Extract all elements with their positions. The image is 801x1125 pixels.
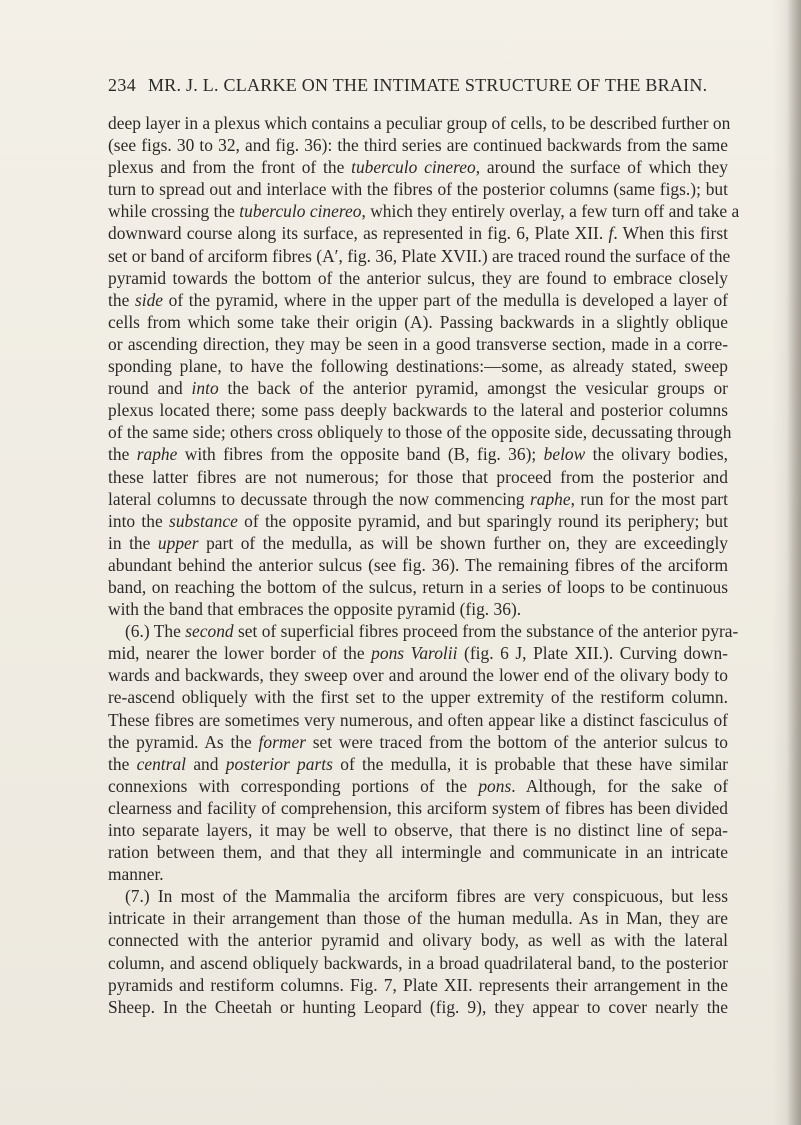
text-segment: set were traced from the bottom of the anterior sulcus to (306, 731, 729, 752)
text-segment: , run for the most part (570, 488, 728, 509)
text-segment: with the band that embraces the opposite pyramid (fig. 36). (108, 599, 522, 620)
italic-text: tuberculo cinereo (239, 201, 362, 222)
text-line (108, 421, 732, 443)
text-segment: sponding plane, to have the following destinations:—some, as already stated, sweep (108, 356, 728, 377)
text-line (108, 267, 728, 289)
text-line (108, 178, 728, 200)
text-segment: downward course along its surface, as represented in fig. 6, Plate XII. (108, 223, 609, 244)
text-segment: (see figs. 30 to 32, and fig. 36): the third series are continued backwards from the same (108, 135, 728, 156)
italic-text: below (543, 444, 586, 465)
text-line (108, 797, 728, 819)
text-line (108, 443, 728, 465)
text-line (108, 929, 728, 951)
italic-text: tuberculo cinereo (351, 157, 476, 178)
text-segment: column, and ascend obliquely backwards, in a broad quadrilateral band, to the posterior (108, 952, 728, 973)
text-segment: , around the surface of which they (475, 157, 728, 178)
text-segment: with fibres from the opposite band (B, fig. 36); (177, 444, 544, 465)
italic-text: former (258, 731, 306, 752)
italic-text: second (185, 621, 234, 642)
text-segment: (6.) The (125, 621, 186, 642)
text-segment: part of the medulla, as will be shown further on, they are exceedingly (198, 532, 729, 553)
text-segment: into the (108, 510, 170, 531)
text-segment: manner. (108, 864, 164, 885)
text-line (108, 753, 728, 775)
page-number: 234 (108, 75, 137, 95)
text-segment: cells from which some take their origin (A). Passing backwards in a slightly oblique (108, 311, 728, 332)
text-segment: the back of the anterior pyramid, amongst the vesicular groups or (218, 378, 728, 399)
italic-text: upper (157, 532, 199, 553)
text-line (108, 620, 739, 642)
italic-text: substance (169, 510, 238, 531)
text-segment: or ascending direction, they may be seen in a good transverse section, made in a corre- (108, 333, 728, 354)
text-line (108, 731, 728, 753)
text-line (108, 841, 728, 863)
italic-text: side (134, 289, 164, 310)
italic-text: posterior parts (225, 753, 333, 774)
text-segment: connected with the anterior pyramid and olivary body, as well as with the lateral (108, 930, 728, 951)
text-line (108, 576, 728, 598)
text-line (108, 996, 728, 1018)
text-line (108, 863, 728, 885)
text-line (108, 554, 728, 576)
text-segment: These fibres are sometimes very numerous, and often appear like a distinct fasciculus of (108, 709, 728, 730)
italic-text: central (136, 753, 187, 774)
article-text (108, 112, 740, 1018)
text-line (108, 664, 728, 686)
text-line (108, 333, 728, 355)
italic-text: raphe (529, 488, 571, 509)
text-segment: (7.) In most of the Mammalia the arciform fibres are very conspicuous, but less (125, 886, 728, 907)
text-segment: the pyramid. As the (108, 731, 259, 752)
text-segment: . When this first (613, 223, 728, 244)
italic-text: into (191, 378, 219, 399)
text-line (108, 598, 728, 620)
text-line (108, 222, 728, 244)
italic-text: pons (478, 775, 512, 796)
text-segment: of the pyramid, where in the upper part of the medulla is developed a layer of (163, 289, 728, 310)
text-segment: in the (108, 532, 158, 553)
text-segment: these latter fibres are not numerous; for those that proceed from the posterior and (108, 466, 728, 487)
text-line (108, 686, 728, 708)
text-segment: plexus located there; some pass deeply backwards to the lateral and posterior columns (108, 400, 728, 421)
text-segment: the (108, 289, 135, 310)
text-segment: of the medulla, it is probable that these have similar (332, 753, 728, 774)
text-segment: the (108, 753, 137, 774)
italic-text: raphe (136, 444, 178, 465)
text-segment: turn to spread out and interlace with the fibres of the posterior columns (same figs.); but (108, 179, 728, 200)
text-segment: set of superficial fibres proceed from the substance of the anterior pyra- (233, 621, 739, 642)
text-segment: wards and backwards, they sweep over and around the lower end of the olivary body to (108, 665, 728, 686)
text-segment: set or band of arciform fibres (A′, fig. 36, Plate XVII.) are traced round the surface of the (108, 245, 731, 266)
text-segment: plexus and from the front of the (108, 157, 352, 178)
text-line (108, 112, 731, 134)
text-segment: abundant behind the anterior sulcus (see fig. 36). The remaining fibres of the arciform (108, 554, 728, 575)
text-segment: connexions with corresponding portions of the (108, 775, 479, 796)
text-line (108, 311, 728, 333)
text-segment: the (108, 444, 137, 465)
text-line (108, 200, 740, 222)
text-segment: mid, nearer the lower border of the (108, 643, 372, 664)
text-segment: . Although, for the sake of (511, 775, 728, 796)
text-line (108, 399, 728, 421)
text-segment: lateral columns to decussate through the now commencing (108, 488, 530, 509)
text-line (108, 819, 728, 841)
text-segment: re-ascend obliquely with the first set to the upper extremity of the restiform column. (108, 687, 728, 708)
text-line (108, 510, 728, 532)
text-segment: into separate layers, it may be well to observe, that there is no distinct line of sepa- (108, 820, 728, 840)
text-line (108, 289, 728, 311)
text-line (108, 885, 728, 907)
text-line (108, 952, 728, 974)
text-segment: pyramid towards the bottom of the anterior sulcus, they are found to embrace closely (108, 267, 728, 288)
text-segment: (fig. 6 J, Plate XII.). Curving down- (457, 643, 728, 664)
text-line (108, 355, 728, 377)
text-line (108, 642, 728, 664)
text-line (108, 488, 728, 510)
italic-text: pons Varolii (371, 643, 458, 664)
text-segment: and (186, 753, 226, 774)
text-line (108, 377, 728, 399)
text-line (108, 532, 728, 554)
text-segment: while crossing the (108, 201, 240, 222)
text-line (108, 907, 728, 929)
text-line (108, 134, 728, 156)
text-segment: pyramids and restiform columns. Fig. 7, Plate XII. represents their arrangement in the (108, 974, 728, 995)
text-line (108, 709, 728, 731)
text-segment: clearness and facility of comprehension, this arciform system of fibres has been divided (108, 797, 728, 818)
text-segment: ration between them, and that they all intermingle and communicate in an intricate (108, 842, 728, 863)
page-edge-shadow (787, 0, 801, 1125)
text-segment: of the opposite pyramid, and but sparingly round its periphery; but (237, 510, 728, 531)
text-segment: Sheep. In the Cheetah or hunting Leopard (fig. 9), they appear to cover nearly the (108, 996, 728, 1017)
page-header (108, 75, 708, 101)
text-segment: the olivary bodies, (585, 444, 728, 465)
text-line (108, 245, 731, 267)
text-segment: deep layer in a plexus which contains a peculiar group of cells, to be described further on (108, 113, 731, 133)
text-segment: intricate in their arrangement than those of the human medulla. As in Man, they are (108, 908, 728, 929)
text-line (108, 156, 728, 178)
italic-text: f (608, 223, 614, 244)
text-segment: band, on reaching the bottom of the sulcus, return in a series of loops to be continuous (108, 576, 728, 597)
text-segment: , which they entirely overlay, a few turn off and take a (361, 201, 740, 222)
text-line (108, 466, 728, 488)
text-segment: round and (108, 378, 192, 399)
text-segment: of the same side; others cross obliquely to those of the opposite side, decussating through (108, 422, 732, 443)
running-head: MR. J. L. CLARKE ON THE INTIMATE STRUCTURE OF THE BRAIN. (148, 75, 708, 95)
text-line (108, 775, 728, 797)
text-line (108, 974, 728, 996)
